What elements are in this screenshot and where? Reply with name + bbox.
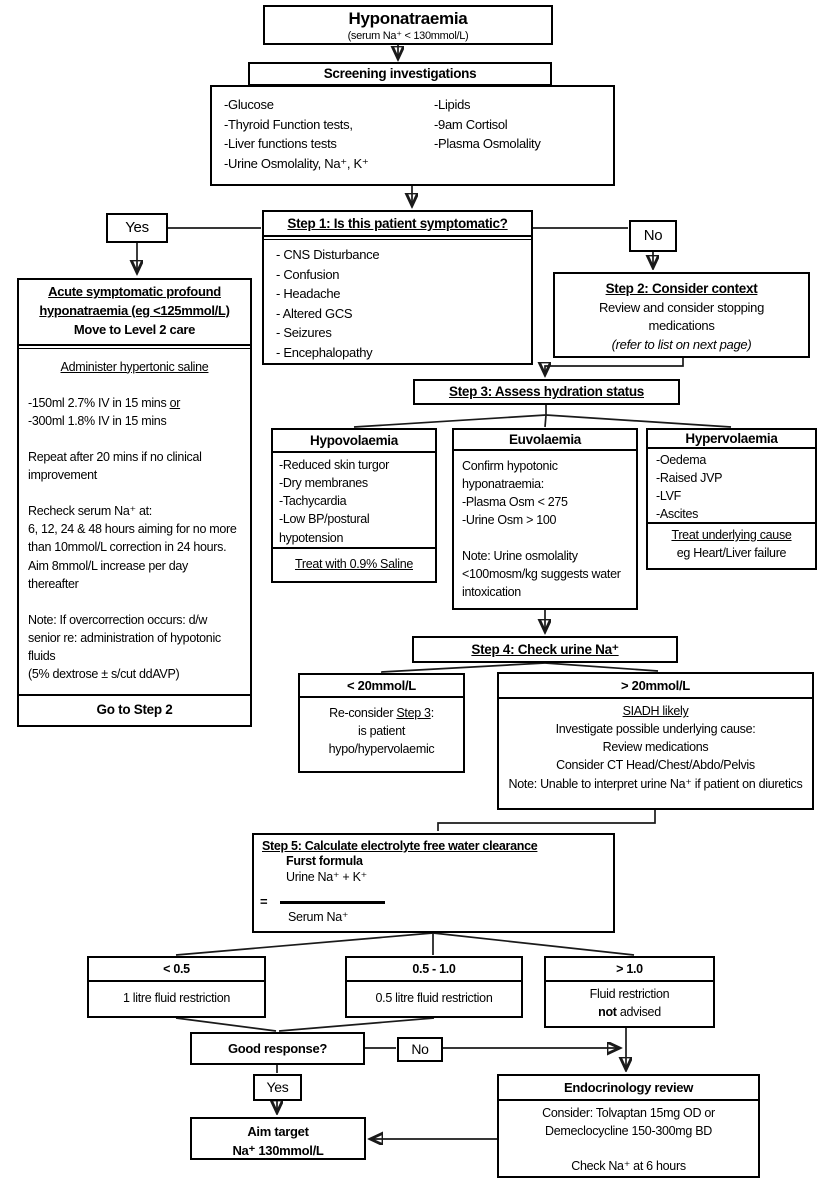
hypervolaemia-footer1: Treat underlying cause — [671, 528, 792, 542]
step5-numerator: Urine Na⁺ + K⁺ — [286, 870, 367, 884]
acute-dose2: -300ml 1.8% IV in 15 mins — [28, 413, 167, 428]
gt10-line2 — [546, 1003, 713, 1021]
acute-note1: Note: If overcorrection occurs: d/w senior re: administration of hypotonic fluids — [28, 612, 221, 664]
no-bottom-box: No — [397, 1037, 443, 1062]
good-response-box: Good response? — [190, 1032, 365, 1065]
hypervolaemia-footer — [648, 522, 815, 568]
sign-item: -Ascites — [656, 507, 699, 522]
symptom-item: - Encephalopathy — [276, 344, 373, 360]
sign-item: -Tachycardia — [279, 494, 347, 509]
gt10-advised: advised — [616, 1005, 661, 1020]
under20-body — [300, 698, 463, 758]
connector-lt05-good — [176, 1018, 276, 1031]
acute-box — [17, 278, 252, 727]
mid-header: 0.5 - 1.0 — [347, 958, 521, 982]
step5-box — [252, 833, 615, 933]
connector-step3-eu — [545, 415, 546, 427]
acute-recheck1: Recheck serum Na⁺ at: — [28, 504, 152, 519]
sign-item: -Oedema — [656, 453, 707, 467]
over20-box — [497, 672, 814, 810]
hypovolaemia-footer — [273, 547, 435, 581]
screening-item: -Glucose — [224, 97, 274, 112]
screening-investigations-box — [210, 85, 615, 186]
screening-left-list — [224, 95, 368, 173]
acute-dose1 — [28, 394, 241, 412]
over20-siadh: SIADH likely — [622, 704, 689, 718]
title-box — [263, 5, 553, 45]
over20-line: Consider CT Head/Chest/Abdo/Pelvis — [556, 758, 755, 773]
title-subtitle: (serum Na⁺ < 130mmol/L) — [347, 29, 469, 42]
symptom-item: - Altered GCS — [276, 305, 353, 321]
acute-dose1-or: or — [169, 395, 181, 410]
gt10-not: not — [598, 1005, 617, 1020]
under20-pre: Re-consider — [329, 706, 397, 720]
step2-box — [553, 272, 810, 358]
endocrinology-body — [499, 1101, 758, 1175]
aim-target-box — [190, 1117, 366, 1160]
acute-title-line1: Acute symptomatic profound — [48, 284, 221, 299]
step5-header: Step 5: Calculate electrolyte free water clearance — [262, 839, 538, 853]
lt05-body: 1 litre fluid restriction — [122, 991, 231, 1005]
euvolaemia-body — [454, 451, 636, 601]
mid-box — [345, 956, 523, 1018]
sign-item: -LVF — [656, 489, 681, 504]
under20-header: < 20mmol/L — [300, 675, 463, 698]
sign-item: -Dry membranes — [279, 476, 368, 491]
euvolaemia-line3: -Urine Osm > 100 — [462, 513, 557, 528]
aim-line1: Aim target — [247, 1124, 309, 1139]
gt10-line1: Fluid restriction — [589, 987, 670, 1001]
acute-header — [19, 280, 250, 346]
euvolaemia-line2: -Plasma Osm < 275 — [462, 495, 568, 510]
acute-saline-header: Administer hypertonic saline — [60, 359, 209, 374]
step3-header-text: Step 3: Assess hydration status — [448, 384, 644, 399]
yes-branch-box: Yes — [106, 213, 168, 243]
endo-line3: Check Na⁺ at 6 hours — [571, 1159, 686, 1174]
euvolaemia-header: Euvolaemia — [454, 430, 636, 451]
hypervolaemia-footer2: eg Heart/Liver failure — [676, 546, 787, 561]
gt10-header: > 1.0 — [546, 958, 713, 982]
over20-header: > 20mmol/L — [499, 674, 812, 699]
step2-header: Step 2: Consider context — [605, 281, 758, 296]
acute-title-line3: Move to Level 2 care — [73, 321, 196, 337]
under20-post: : — [430, 706, 434, 720]
endo-line2: Demeclocycline 150-300mg BD — [545, 1124, 712, 1139]
over20-body — [499, 699, 812, 793]
sign-item: -Raised JVP — [656, 471, 723, 486]
no-branch-box: No — [629, 220, 677, 252]
over20-line: Review medications — [602, 740, 709, 755]
connector-step3-hyper — [546, 415, 731, 427]
acute-recheck2: 6, 12, 24 & 48 hours aiming for no more than 10mmol/L correction in 24 hours. Aim 8mmol/L increase per day thereafter — [28, 522, 237, 591]
under20-line1 — [300, 704, 463, 722]
screening-item: -9am Cortisol — [434, 116, 508, 132]
step5-formula-name: Furst formula — [286, 854, 363, 868]
symptom-item: - Headache — [276, 286, 341, 301]
euvolaemia-note: Note: Urine osmolality <100mosm/kg suggests water intoxication — [462, 548, 621, 599]
acute-repeat: Repeat after 20 mins if no clinical improvement — [28, 449, 202, 483]
acute-title-line2: hyponatraemia (eg <125mmol/L) — [39, 302, 230, 318]
gt10-body — [546, 982, 713, 1021]
connector-step4-under20 — [381, 663, 545, 672]
acute-footer: Go to Step 2 — [19, 694, 250, 725]
screening-item: -Lipids — [434, 97, 471, 112]
gt10-box — [544, 956, 715, 1028]
yes-bottom-box: Yes — [253, 1074, 302, 1101]
hypovolaemia-signs — [273, 453, 435, 547]
over20-line: Note: Unable to interpret urine Na⁺ if patient on diuretics — [508, 776, 803, 791]
screening-right-list — [434, 95, 541, 154]
hypovolaemia-box — [271, 428, 437, 583]
step5-equals: = — [260, 894, 268, 909]
connector-step5-lt05 — [176, 933, 433, 955]
symptom-item: - CNS Disturbance — [276, 247, 380, 262]
euvolaemia-line1: Confirm hypotonic hyponatraemia: — [462, 459, 558, 492]
connector-step2-step3 — [545, 358, 683, 373]
symptom-item: - Seizures — [276, 325, 332, 340]
acute-body — [19, 346, 250, 684]
step2-line1: Review and consider stopping medications — [598, 299, 765, 334]
lt05-box — [87, 956, 266, 1018]
under20-line2: is patient — [357, 724, 406, 739]
step5-fraction-bar — [280, 901, 385, 904]
sign-item: -Reduced skin turgor — [279, 458, 390, 472]
step2-line2: (refer to list on next page) — [611, 337, 752, 353]
hypovolaemia-footer-text: Treat with 0.9% Saline — [295, 557, 413, 571]
acute-dose1-text: -150ml 2.7% IV in 15 mins — [28, 395, 170, 410]
connector-over20-step5 — [438, 810, 655, 831]
lt05-header: < 0.5 — [89, 958, 264, 982]
screening-item: -Urine Osmolality, Na⁺, K⁺ — [224, 155, 369, 171]
step1-symptom-list — [264, 237, 531, 362]
hypovolaemia-header: Hypovolaemia — [273, 430, 435, 453]
connector-step5-gt10 — [433, 933, 634, 955]
under20-step3-ref: Step 3 — [396, 706, 431, 720]
screening-item: -Thyroid Function tests, — [224, 116, 353, 132]
acute-note2: (5% dextrose ± s/cut ddAVP) — [28, 667, 180, 682]
under20-box — [298, 673, 465, 773]
hypervolaemia-header: Hypervolaemia — [648, 430, 815, 449]
connector-mid-good — [279, 1018, 434, 1031]
hypervolaemia-box — [646, 428, 817, 570]
connector-step3-hypo — [354, 415, 546, 427]
step1-header — [264, 212, 531, 237]
hypervolaemia-signs — [648, 449, 815, 524]
sign-item: -Low BP/postural hypotension — [279, 512, 370, 545]
endocrinology-header: Endocrinology review — [499, 1076, 758, 1101]
step4-box — [412, 636, 678, 663]
under20-line3: hypo/hypervolaemic — [328, 742, 435, 757]
endocrinology-box — [497, 1074, 760, 1178]
screening-item: -Plasma Osmolality — [434, 136, 541, 151]
endo-line1: Consider: Tolvaptan 15mg OD or — [542, 1106, 715, 1120]
page-title: Hyponatraemia — [348, 9, 468, 28]
over20-line: Investigate possible underlying cause: — [555, 722, 756, 737]
euvolaemia-box — [452, 428, 638, 610]
symptom-item: - Confusion — [276, 266, 340, 282]
connector-step4-over20 — [545, 663, 658, 671]
step1-box — [262, 210, 533, 365]
step1-header-text: Step 1: Is this patient symptomatic? — [287, 216, 508, 231]
step5-denominator: Serum Na⁺ — [288, 910, 349, 924]
step3-box — [413, 379, 680, 405]
screening-item: -Liver functions tests — [224, 136, 337, 151]
mid-body: 0.5 litre fluid restriction — [375, 991, 493, 1005]
step4-header-text: Step 4: Check urine Na⁺ — [471, 642, 619, 657]
aim-line2: Na⁺ 130mmol/L — [232, 1142, 324, 1158]
screening-header-box: Screening investigations — [248, 62, 552, 86]
